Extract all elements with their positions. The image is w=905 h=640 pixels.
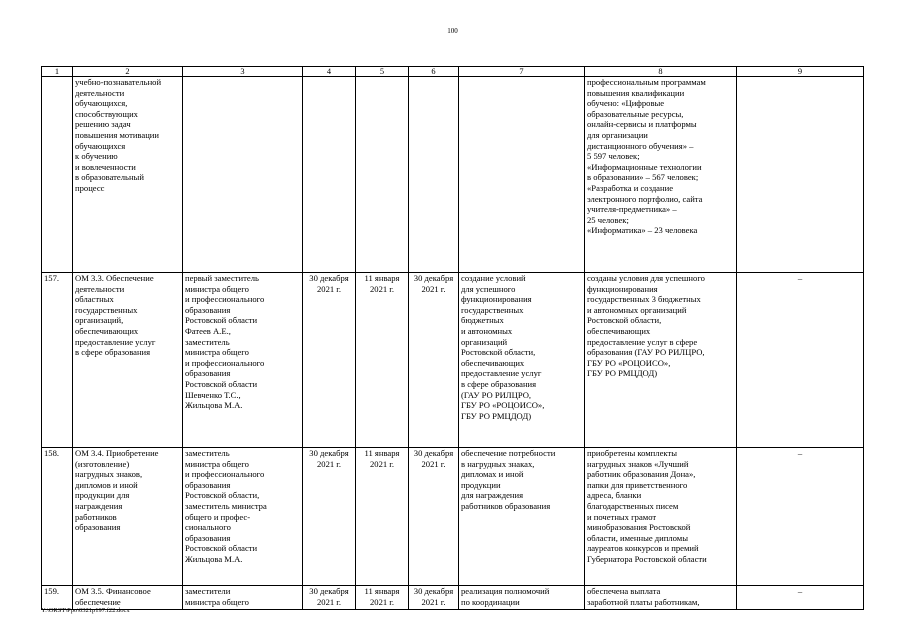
- actual-result-cell: приобретены комплекты нагрудных знаков «Лучший работник образования Дона», папки для приветственного адреса, бланки благодарственных писем и почетных грамот минобразования Ростовской области, именные дипломы лауреатов конкурсов и премий Губернатора Ростовской области: [585, 448, 737, 586]
- notes-cell: [737, 77, 864, 273]
- date-cell: 11 января 2021 г.: [356, 273, 409, 448]
- col-header: 7: [459, 67, 585, 77]
- notes-cell: –: [737, 448, 864, 586]
- event-cell: ОМ 3.3. Обеспечение деятельности областных государственных организаций, обеспечивающих предоставление услуг в сфере образования: [73, 273, 183, 448]
- expected-result-cell: реализация полномочий по координации: [459, 586, 585, 610]
- col-header: 4: [303, 67, 356, 77]
- row-number: 157.: [42, 273, 73, 448]
- date-cell: [409, 77, 459, 273]
- responsible-cell: заместители министра общего: [183, 586, 303, 610]
- col-header: 3: [183, 67, 303, 77]
- col-header: 2: [73, 67, 183, 77]
- expected-result-cell: обеспечение потребности в нагрудных знаках, дипломах и иной продукции для награждения работников образования: [459, 448, 585, 586]
- report-table: [41, 66, 864, 610]
- expected-result-cell: создание условий для успешного функционирования государственных бюджетных и автономных организаций Ростовской области, обеспечивающих предоставление услуг в сфере образования (ГАУ РО РИЛЦРО, ГБУ РО «РОЦОИСО», ГБУ РО РМЦДОД): [459, 273, 585, 448]
- date-cell: 11 января 2021 г.: [356, 448, 409, 586]
- date-cell: 30 декабря 2021 г.: [409, 586, 459, 610]
- col-header: 9: [737, 67, 864, 77]
- date-cell: 30 декабря 2021 г.: [303, 448, 356, 586]
- date-cell: 30 декабря 2021 г.: [409, 448, 459, 586]
- col-header: 8: [585, 67, 737, 77]
- table-row: [42, 77, 864, 273]
- row-number: 158.: [42, 448, 73, 586]
- date-cell: [303, 77, 356, 273]
- column-number-header: [42, 67, 864, 77]
- event-cell: учебно-познавательной деятельности обучающихся, способствующих решению задач повышения мотивации обучающихся к обучению и вовлеченности в образовательный процесс: [73, 77, 183, 273]
- row-number: 159.: [42, 586, 73, 610]
- date-cell: 30 декабря 2021 г.: [409, 273, 459, 448]
- row-number: [42, 77, 73, 273]
- page-number: 100: [447, 27, 458, 35]
- col-header: 1: [42, 67, 73, 77]
- file-path-footer: Y:\ORST\Ppo\0321p197.f22.docx: [41, 607, 130, 614]
- responsible-cell: заместитель министра общего и профессионального образования Ростовской области, заместитель министра общего и профес- сионального образования Ростовской области Жильцова М.А.: [183, 448, 303, 586]
- date-cell: 11 января 2021 г.: [356, 586, 409, 610]
- table-row: [42, 586, 864, 610]
- notes-cell: –: [737, 273, 864, 448]
- actual-result-cell: обеспечена выплата заработной платы работникам,: [585, 586, 737, 610]
- date-cell: 30 декабря 2021 г.: [303, 273, 356, 448]
- responsible-cell: [183, 77, 303, 273]
- notes-cell: –: [737, 586, 864, 610]
- event-cell: ОМ 3.5. Финансовое обеспечение: [73, 586, 183, 610]
- event-cell: ОМ 3.4. Приобретение (изготовление) нагрудных знаков, дипломов и иной продукции для награждения работников образования: [73, 448, 183, 586]
- table-row: [42, 448, 864, 586]
- col-header: 5: [356, 67, 409, 77]
- expected-result-cell: [459, 77, 585, 273]
- actual-result-cell: созданы условия для успешного функционирования государственных 3 бюджетных и автономных организаций Ростовской области, обеспечивающих предоставление услуг в сфере образования (ГАУ РО РИЛЦРО, ГБУ РО «РОЦОИСО», ГБУ РО РМЦДОД): [585, 273, 737, 448]
- date-cell: [356, 77, 409, 273]
- table-row: [42, 273, 864, 448]
- col-header: 6: [409, 67, 459, 77]
- actual-result-cell: профессиональным программам повышения квалификации обучено: «Цифровые образовательные ресурсы, онлайн-сервисы и платформы для организации дистанционного обучения» – 5 597 человек; «Информационные технологии в образовании» – 567 человек; «Разработка и создание электронного портфолио, сайта учителя-предметника» – 25 человек; «Информатика» – 23 человека: [585, 77, 737, 273]
- date-cell: 30 декабря 2021 г.: [303, 586, 356, 610]
- responsible-cell: первый заместитель министра общего и профессионального образования Ростовской области Фатеев А.Е., заместитель министра общего и профессионального образования Ростовской области Шевченко Т.С., Жильцова М.А.: [183, 273, 303, 448]
